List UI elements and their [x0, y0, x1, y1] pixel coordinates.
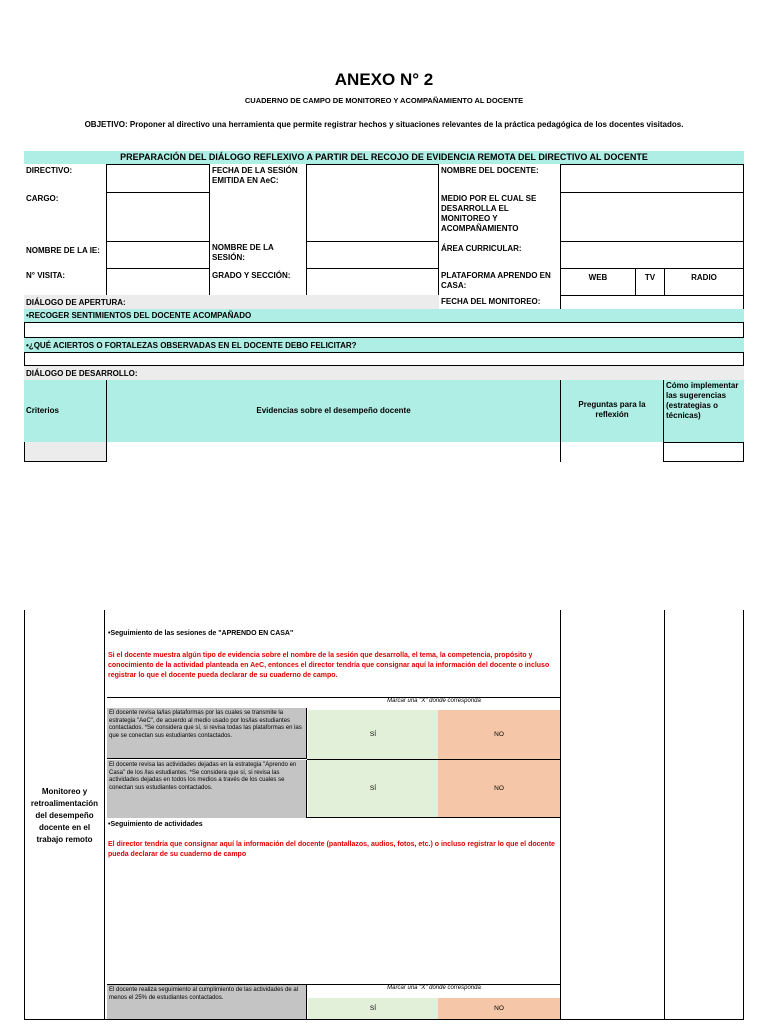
criterion-label: Monitoreo y retroalimentación del desempeño docente en el trabajo remoto: [30, 787, 99, 844]
col-evidencias: Evidencias sobre el desempeño docente: [256, 406, 411, 415]
objective-text: OBJETIVO: Proponer al directivo una herramienta que permite registrar hechos y situaciones relevantes de la práctica pedagógica de los docentes visitados.: [84, 120, 684, 129]
fecha-sesion-label: FECHA DE LA SESIÓN EMITIDA EN AeC:: [212, 166, 298, 185]
grado-seccion-label: GRADO Y SECCIÓN:: [212, 271, 291, 280]
item-1-text: El docente revisa la/las plataformas por las cuales se transmite la estrategia "AeC", de acuerdo al medio usado por los/las estudiantes contactados. *Se considera que sí, si revisa todas las plataformas en las que se conectan sus estudiantes contactados.: [107, 708, 307, 759]
nombre-docente-field[interactable]: [560, 164, 744, 193]
aciertos-field[interactable]: [24, 352, 744, 366]
seguimiento-sesiones: •Seguimiento de las sesiones de "APRENDO EN CASA": [108, 630, 294, 637]
dialogo-apertura-label: DIÁLOGO DE APERTURA:: [26, 298, 126, 307]
cargo-label: CARGO:: [26, 194, 59, 203]
divider: [307, 759, 560, 760]
item-2-no[interactable]: NO: [438, 760, 560, 817]
marcar-hint-1: Marcar una "X" donde corresponda: [387, 698, 481, 704]
grado-seccion-field[interactable]: [306, 268, 439, 296]
page-title: ANEXO N° 2: [334, 70, 434, 89]
section-title: PREPARACIÓN DEL DIÁLOGO REFLEXIVO A PARTIR DEL RECOJO DE EVIDENCIA REMOTA DEL DIRECTIVO AL DOCENTE: [24, 151, 744, 164]
item-2-text: El docente revisa las actividades dejadas en la estrategia "Aprendo en Casa" de los /las estudiantes. *Se considera que sí, si revisa las actividades dejadas en todos los medios a través de los cuales se conectan sus estudiantes contactados.: [107, 760, 307, 818]
item-3-yes[interactable]: SÍ: [308, 998, 438, 1019]
divider: [743, 610, 744, 1020]
nombre-sesion-label: NOMBRE DE LA SESIÓN:: [212, 243, 274, 262]
item-3-text: El docente realiza seguimiento al cumplimiento de las actividades de al menos el 25% de estudiantes contactados.: [107, 985, 307, 1019]
col-preguntas: Preguntas para la reflexión: [578, 400, 646, 419]
red-instruction-1: Si el docente muestra algún tipo de evidencia sobre el nombre de la sesión que desarrolla, el tema, la competencia, propósito y conocimiento de la actividad planteada en AeC, entonces el director tendría que consignar aquí la información del docente o incluso registrar lo que el docente pueda declarar de su cuaderno de campo.: [108, 652, 550, 679]
divider: [560, 610, 561, 1020]
area-curricular-label: ÁREA CURRICULAR:: [441, 244, 522, 253]
como-cell[interactable]: [663, 442, 744, 462]
aciertos-row: •¿QUÉ ACIERTOS O FORTALEZAS OBSERVADAS EN EL DOCENTE DEBO FELICITAR?: [24, 338, 744, 353]
dialogo-desarrollo-row: DIÁLOGO DE DESARROLLO:: [24, 366, 744, 380]
plataforma-label: PLATAFORMA APRENDO EN CASA:: [441, 271, 551, 290]
option-web[interactable]: WEB: [560, 268, 636, 296]
nombre-sesion-field[interactable]: [306, 241, 439, 269]
recoger-sentimientos-row: •RECOGER SENTIMIENTOS DEL DOCENTE ACOMPAÑADO: [24, 309, 744, 323]
medio-label: MEDIO POR EL CUAL SE DESARROLLA EL MONITOREO Y ACOMPAÑAMIENTO: [441, 194, 537, 233]
red-instruction-2: El director tendría que consignar aquí la información del docente (pantallazos, audios, fotos, etc.) o incluso registrar lo que el docente pueda declarar de su cuaderno de campo: [108, 841, 555, 858]
nombre-ie-label: NOMBRE DE LA IE:: [26, 246, 100, 255]
directivo-field[interactable]: [106, 164, 210, 193]
marcar-hint-2: Marcar una "X" donde corresponda: [387, 985, 481, 991]
divider: [104, 610, 105, 1020]
n-visita-field[interactable]: [106, 268, 210, 296]
recoger-sentimientos-field[interactable]: [24, 322, 744, 338]
directivo-label: DIRECTIVO:: [26, 166, 73, 175]
item-3-no[interactable]: NO: [438, 998, 560, 1019]
divider: [24, 461, 107, 462]
divider: [24, 1019, 744, 1020]
item-2-yes[interactable]: SÍ: [308, 760, 438, 817]
criterio-cell[interactable]: [24, 442, 106, 461]
col-criterios: Criterios: [26, 406, 59, 415]
area-curricular-field[interactable]: [560, 241, 744, 269]
fecha-sesion-field[interactable]: [306, 164, 439, 242]
fecha-monitoreo-field[interactable]: [560, 295, 744, 310]
cargo-field[interactable]: [106, 192, 210, 242]
seguimiento-actividades: •Seguimiento de actividades: [108, 821, 203, 828]
evidencias-cell[interactable]: [107, 442, 560, 461]
item-1-yes[interactable]: SÍ: [308, 710, 438, 759]
fecha-monitoreo-label: FECHA DEL MONITOREO:: [441, 297, 541, 306]
medio-field[interactable]: [560, 192, 744, 242]
nombre-ie-field[interactable]: [106, 241, 210, 269]
preguntas-cell[interactable]: [561, 442, 663, 461]
nombre-docente-label: NOMBRE DEL DOCENTE:: [441, 166, 539, 175]
divider: [664, 610, 665, 1020]
option-radio[interactable]: RADIO: [664, 268, 744, 296]
item-1-no[interactable]: NO: [438, 710, 560, 759]
divider: [24, 442, 25, 462]
n-visita-label: N° VISITA:: [26, 271, 66, 280]
page-subtitle: CUADERNO DE CAMPO DE MONITOREO Y ACOMPAÑAMIENTO AL DOCENTE: [244, 96, 524, 105]
option-tv[interactable]: TV: [635, 268, 665, 296]
col-como: Cómo implementar las sugerencias (estrategias o técnicas): [666, 381, 739, 420]
